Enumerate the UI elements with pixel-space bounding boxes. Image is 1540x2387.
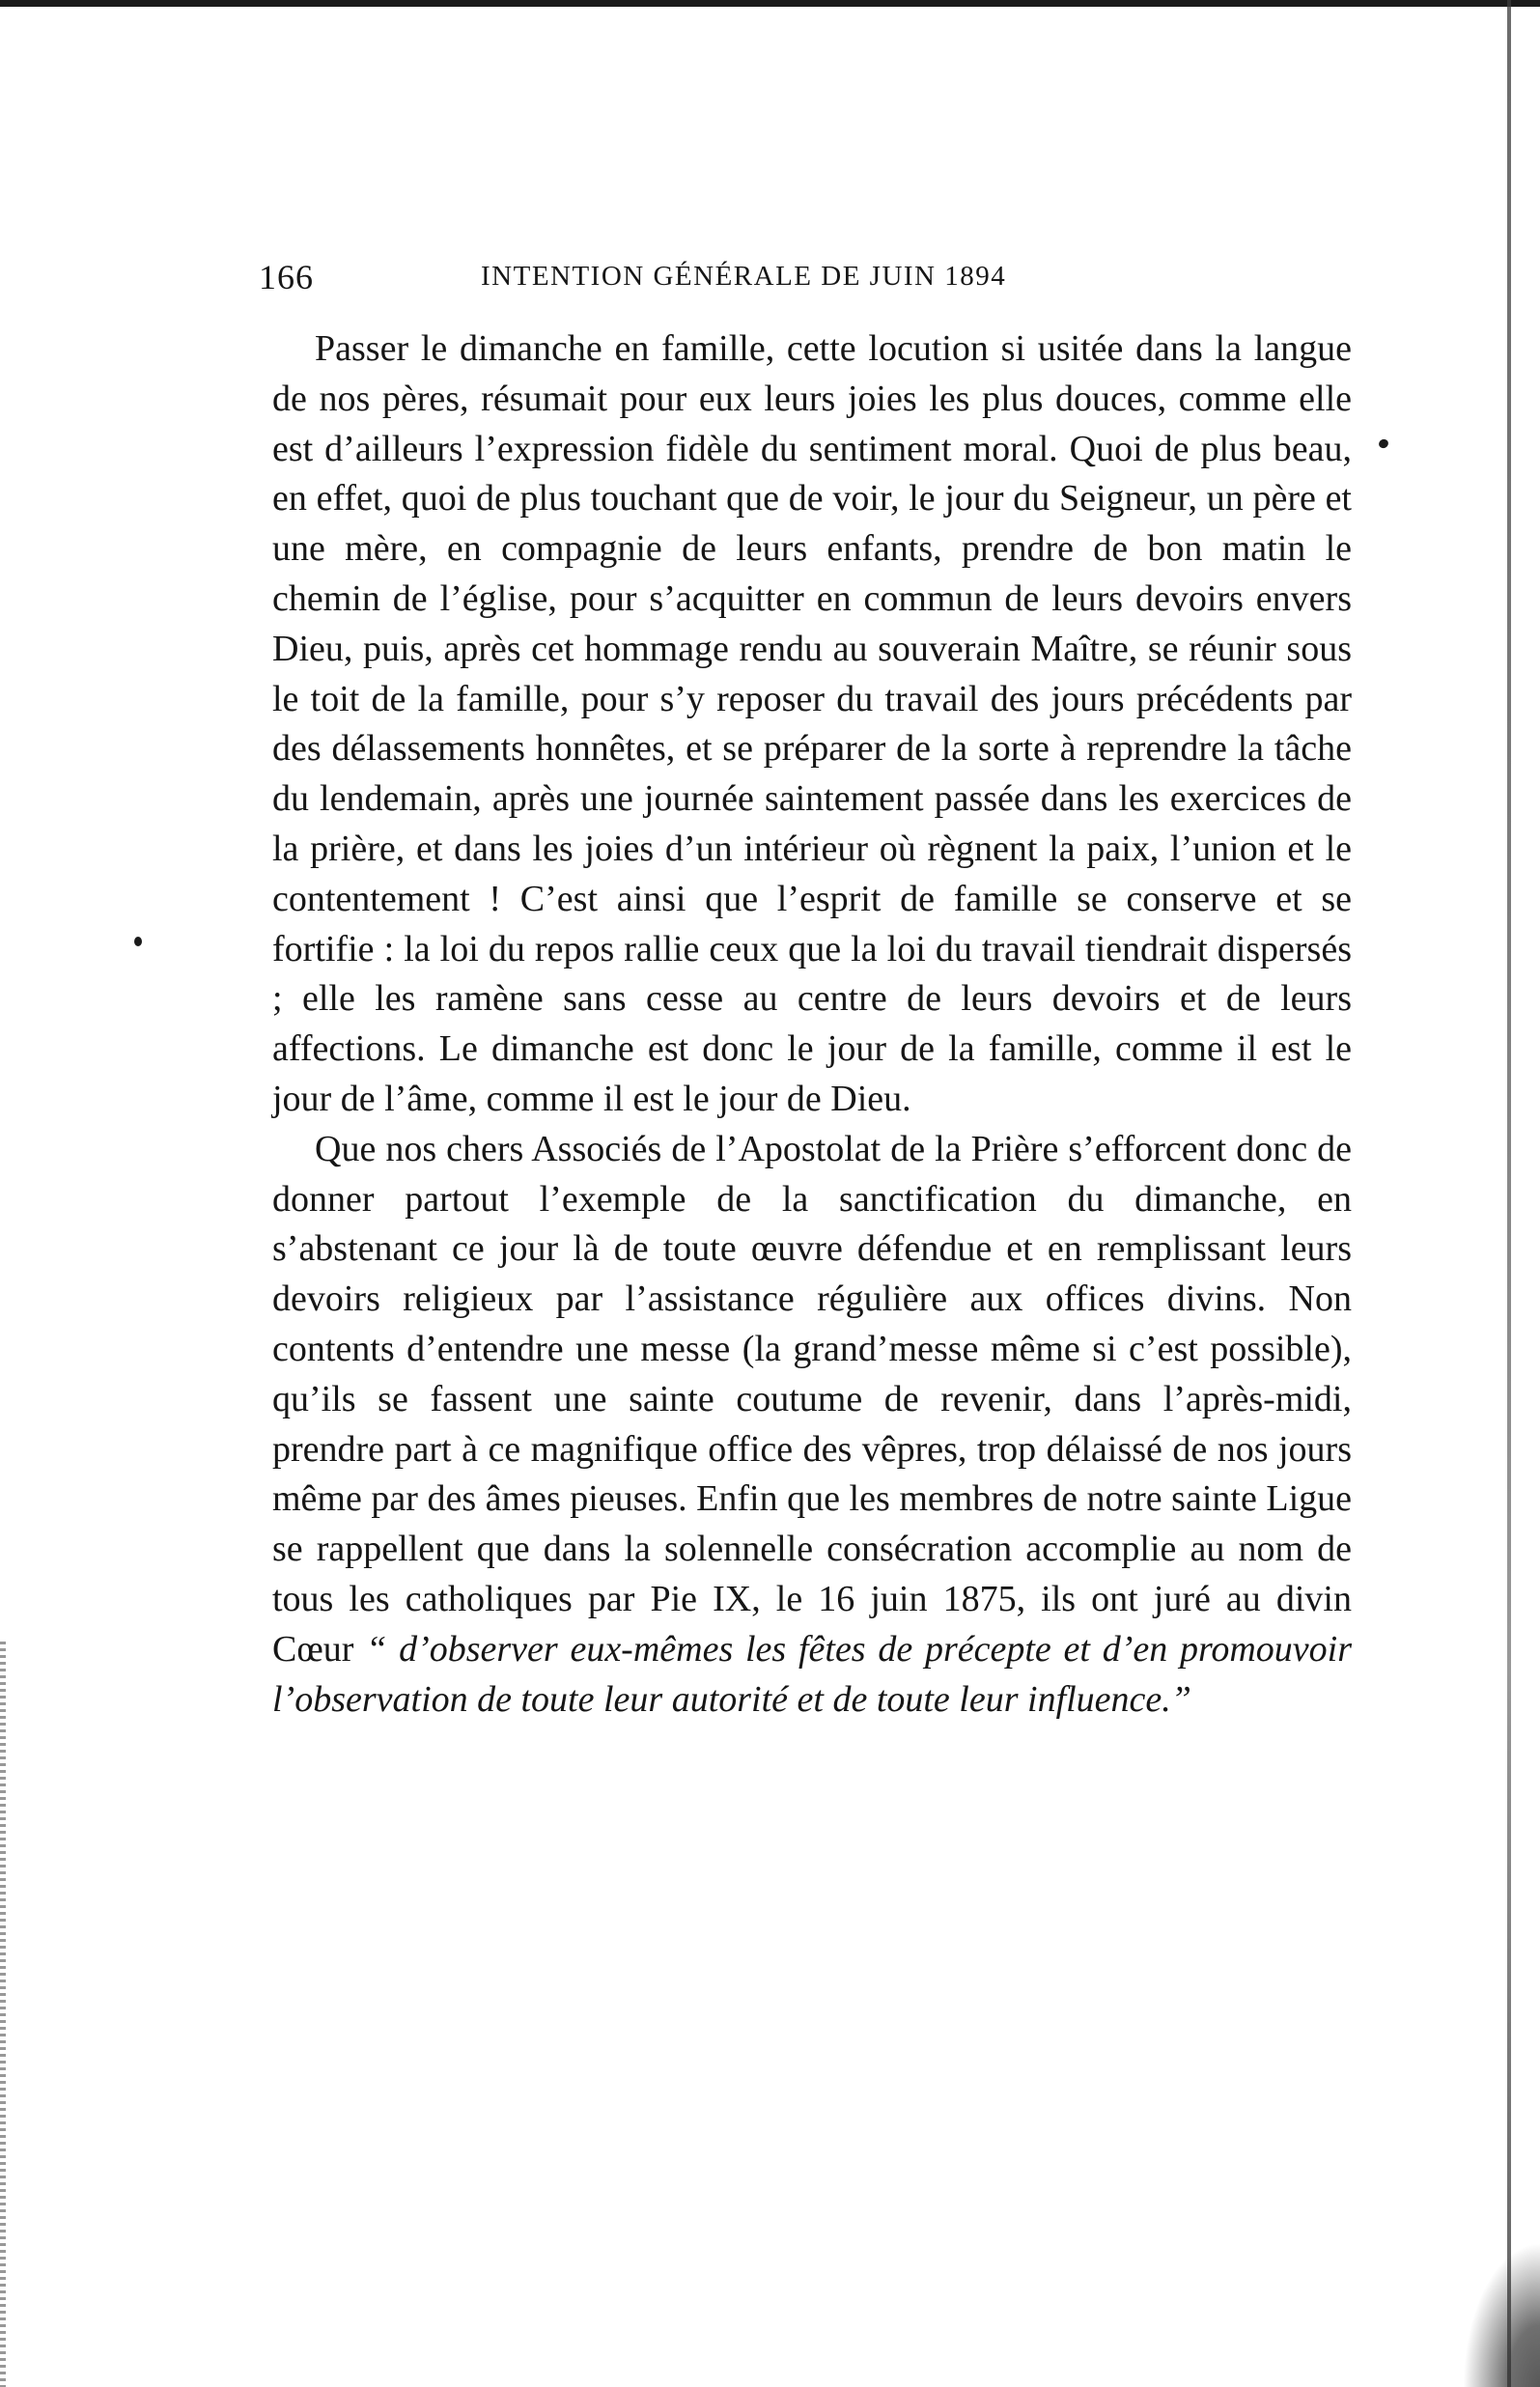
ink-speck (134, 937, 142, 946)
page-corner-shadow (1463, 2242, 1540, 2387)
body-text (272, 324, 1352, 1725)
paragraph (272, 1125, 1352, 1726)
running-header (259, 257, 1147, 303)
italic-quotation: “ d’observer eux-mêmes les fêtes de précepte et d’en promouvoir l’observation de toute leur autorité et de toute leur influence.” (272, 1628, 1352, 1720)
page-number: 166 (259, 258, 314, 296)
page-right-edge (1507, 0, 1511, 2387)
running-title: INTENTION GÉNÉRALE DE JUIN 1894 (481, 261, 1007, 292)
paragraph: Passer le dimanche en famille, cette locution si usitée dans la langue de nos pères, résumait pour eux leurs joies les plus douces, comme elle est d’ailleurs l’expression fidèle du sentiment moral. Quoi de plus beau, en effet, quoi de plus touchant que de voir, le jour du Seigneur, un père et une mère, en compagnie de leurs enfants, prendre de bon matin le chemin de l’église, pour s’acquitter en commun de leurs devoirs envers Dieu, puis, après cet hommage rendu au souverain Maître, se réunir sous le toit de la famille, pour s’y reposer du travail des jours précédents par des délassements honnêtes, et se préparer de la sorte à reprendre la tâche du lendemain, après une journée saintement passée dans les exercices de la prière, et dans les joies d’un intérieur où règnent la paix, l’union et le contentement ! C’est ainsi que l’esprit de famille se conserve et se fortifie : la loi du repos rallie ceux que la loi du travail tiendrait dispersés ; elle les ramène sans cesse au centre de leurs devoirs et de leurs affections. Le dimanche est donc le jour de la famille, comme il est le jour de l’âme, comme il est le jour de Dieu. (272, 328, 1352, 1119)
ink-speck (1378, 437, 1390, 449)
paragraph-text: Que nos chers Associés de l’Apostolat de la Prière s’efforcent donc de donner partout l’exemple de la sanctification du dimanche, en s’abstenant ce jour là de toute œuvre défendue et en remplissant leurs devoirs religieux par l’assistance régulière aux offices divins. Non contents d’entendre une messe (la grand’messe même si c’est possible), qu’ils se fassent une sainte coutume de revenir, dans l’après-midi, prendre part à ce magnifique office des vêpres, trop délaissé de nos jours même par des âmes pieuses. Enfin que les membres de notre sainte Ligue se rappellent que dans la solennelle consécration accomplie au nom de tous les catholiques par Pie IX, le 16 juin 1875, ils ont juré au divin Cœur (272, 1128, 1352, 1670)
page-left-edge (0, 1642, 6, 2387)
page-top-edge (0, 0, 1540, 7)
